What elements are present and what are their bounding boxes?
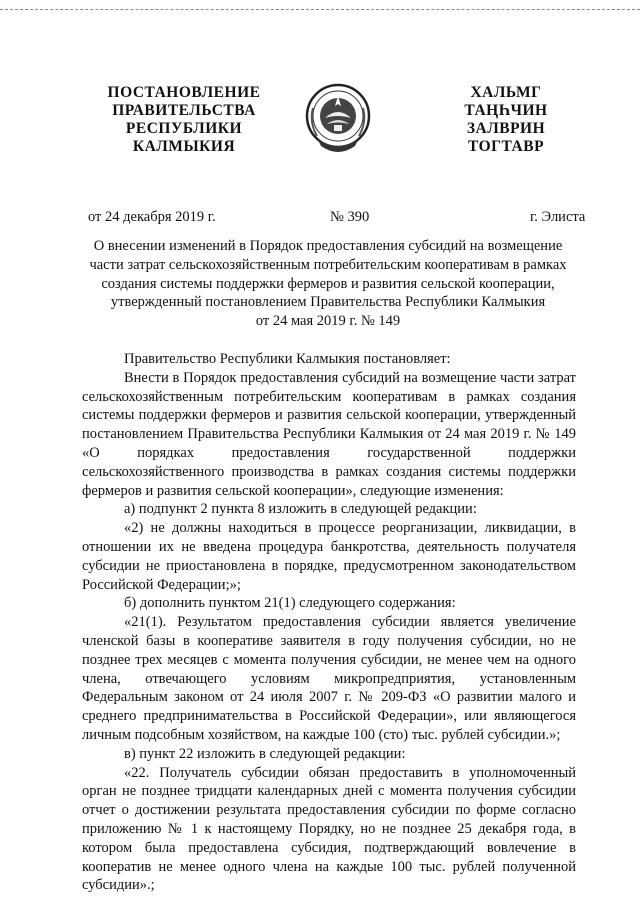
top-border xyxy=(0,9,640,10)
body-paragraph: Внести в Порядок предоставления субсидий на возмещение части затрат сельскохозяйственным потребительским кооперативам в рамках создания системы поддержки фермеров и развития сельской кооперации, утвержденный постановлением Правительства Республики Калмыкия от 24 мая 2019 г. № 149 «О порядках предоставления государственной поддержки сельскохозяйственного производства в рамках создания системы поддержки фермеров и развития сельской кооперации», следующие изменения: xyxy=(82,369,576,499)
header-left-line: РЕСПУБЛИКИ xyxy=(125,120,243,137)
header-left-line: ПОСТАНОВЛЕНИЕ xyxy=(107,84,261,101)
header-left-line: ПРАВИТЕЛЬСТВА xyxy=(112,102,256,119)
title-line: от 24 мая 2019 г. № 149 xyxy=(255,313,401,330)
decree-number: № 390 xyxy=(330,209,370,225)
title-line: О внесении изменений в Порядок предоставления субсидий на возмещение xyxy=(93,238,563,254)
header-right-line: ТАҢҺЧИН xyxy=(464,102,548,119)
decree-date: от 24 декабря 2019 г. xyxy=(88,209,216,225)
body-paragraph: «2) не должны находиться в процессе реорганизации, ликвидации, в отношении их не введена процедура банкротства, деятельность получателя субсидии не приостановлена в порядке, предусмотренном законодательством Российской Федерации;»; xyxy=(82,520,576,593)
header-left-title xyxy=(84,84,284,156)
header-right-line: ТОГТАВР xyxy=(467,138,545,155)
document-title xyxy=(78,237,578,331)
document-body xyxy=(82,350,576,895)
header-right-line: ЗАЛВРИН xyxy=(466,120,546,137)
decree-city: г. Элиста xyxy=(530,209,586,225)
body-paragraph: в) пункт 22 изложить в следующей редакции: xyxy=(124,745,406,762)
title-line: создания системы поддержки фермеров и развития сельской кооперации, xyxy=(101,275,555,292)
title-line: утвержденный постановлением Правительства Республики Калмыкия xyxy=(110,294,546,311)
body-paragraph: а) подпункт 2 пункта 8 изложить в следующей редакции: xyxy=(124,501,477,518)
body-paragraph: «22. Получатель субсидии обязан предоставить в уполномоченный орган не позднее тридцати календарных дней с момента получения субсидии отчет о достижении результата предоставления субсидии по форме согласно приложению № 1 к настоящему Порядку, но не позднее 25 декабря года, в котором была предоставлена субсидия, подтверждающий вовлечение в кооператив не менее одного члена на каждые 100 тыс. рублей полученной субсидии».; xyxy=(82,764,576,894)
coat-of-arms-icon xyxy=(303,78,373,158)
body-paragraph: «21(1). Результатом предоставления субсидии является увеличение членской базы в кооперативе заявителя в году получения субсидии, но не позднее трех месяцев с момента получения субсидии, не менее чем на одного члена, отвечающего условиям микропредприятия, установленным Федеральным законом от 24 июля 2007 г. № 209-ФЗ «О развитии малого и среднего предпринимательства в Российской Федерации», или являющегося личным подсобным хозяйством, на каждые 100 (сто) тыс. рублей субсидии.»; xyxy=(82,614,576,743)
header-left-line: КАЛМЫКИЯ xyxy=(132,138,236,155)
body-paragraph: Правительство Республики Калмыкия постановляет: xyxy=(124,351,451,367)
title-line: части затрат сельскохозяйственным потребительским кооперативам в рамках xyxy=(89,256,567,273)
header-right-line: ХАЛЬМГ xyxy=(470,84,542,101)
header-right-title xyxy=(436,84,576,156)
body-paragraph: б) дополнить пунктом 21(1) следующего содержания: xyxy=(124,595,456,612)
